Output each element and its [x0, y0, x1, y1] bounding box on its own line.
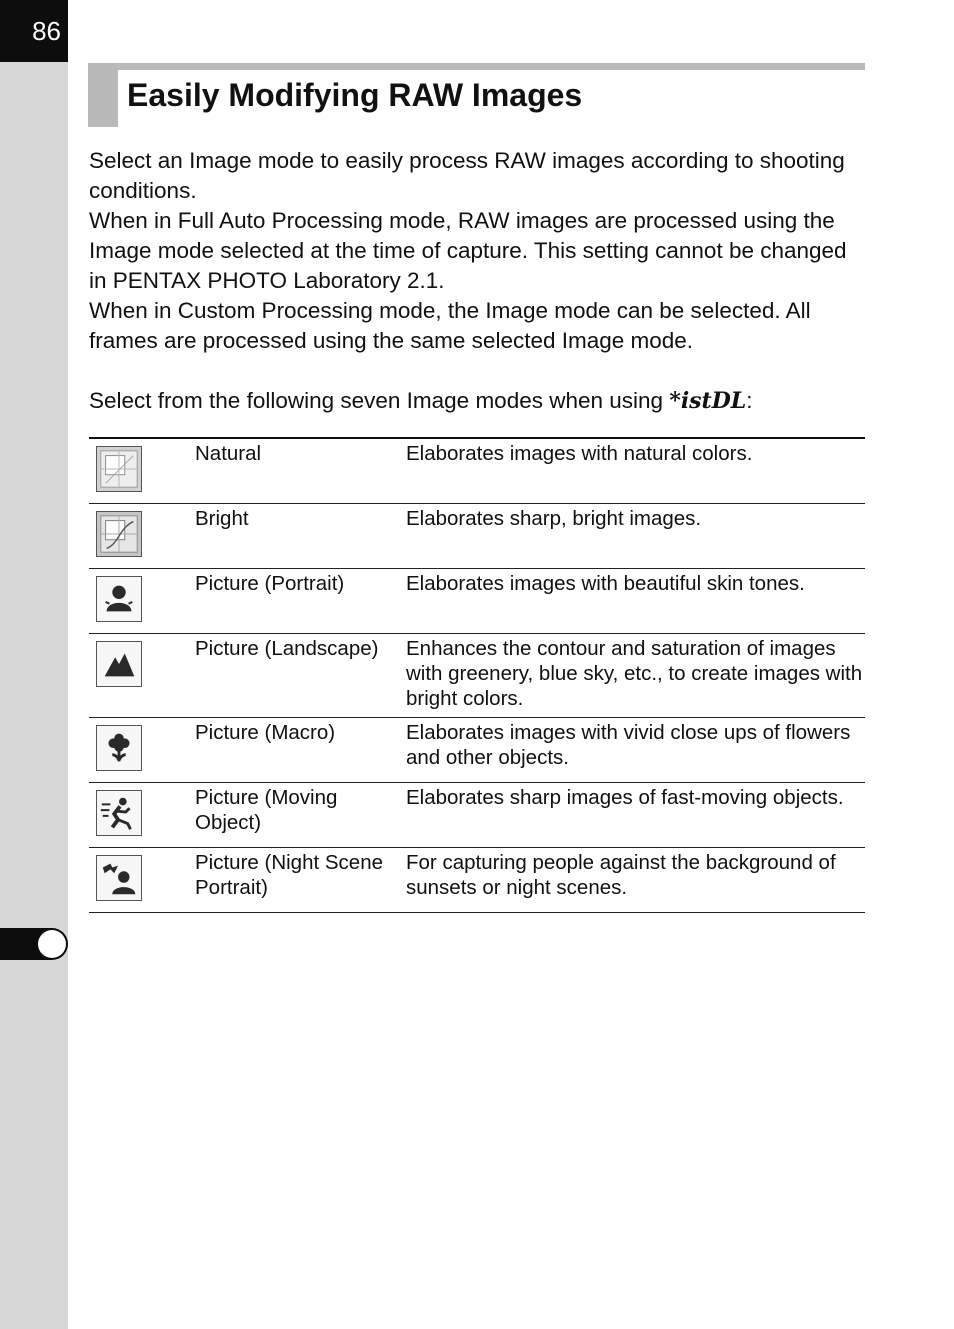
mode-name: Picture (Macro): [195, 717, 406, 782]
page-number: 86: [0, 0, 68, 62]
macro-mode-icon: [96, 725, 142, 771]
mode-description: Enhances the contour and saturation of images with greenery, blue sky, etc., to create images with bright colors.: [406, 633, 865, 717]
page-title: Easily Modifying RAW Images: [127, 77, 583, 113]
table-row: [89, 847, 865, 912]
table-row: [89, 503, 865, 568]
night-scene-portrait-mode-icon: [96, 855, 142, 901]
mode-name: Picture (Landscape): [195, 633, 406, 717]
chapter-tab: [0, 928, 68, 960]
mode-name: Picture (Night Scene Portrait): [195, 847, 406, 912]
chapter-tab-dot: [38, 930, 66, 958]
natural-mode-icon: [96, 446, 142, 492]
intro-suffix: :: [746, 388, 753, 413]
mode-description: Elaborates sharp images of fast-moving objects.: [406, 782, 865, 847]
landscape-mode-icon: [96, 641, 142, 687]
intro-paragraph: When in Custom Processing mode, the Image mode can be selected. All frames are processed using the same selected Image mode.: [89, 298, 811, 353]
bright-mode-icon: [96, 511, 142, 557]
table-row: [89, 568, 865, 633]
table-row: [89, 438, 865, 503]
table-row: [89, 717, 865, 782]
side-strip: [0, 0, 68, 1329]
table-row: [89, 782, 865, 847]
portrait-mode-icon: [96, 576, 142, 622]
mode-name: Picture (Portrait): [195, 568, 406, 633]
mode-description: For capturing people against the background of sunsets or night scenes.: [406, 847, 865, 912]
mode-name: Bright: [195, 503, 406, 568]
table-row: [89, 633, 865, 717]
mode-name: Natural: [195, 438, 406, 503]
intro-paragraph: When in Full Auto Processing mode, RAW images are processed using the Image mode selected at the time of capture. This setting cannot be changed in PENTAX PHOTO Laboratory 2.1.: [89, 208, 847, 293]
intro-paragraph: Select an Image mode to easily process RAW images according to shooting conditions.: [89, 148, 845, 203]
intro-text: [89, 146, 869, 416]
moving-object-mode-icon: [96, 790, 142, 836]
mode-description: Elaborates images with beautiful skin tones.: [406, 568, 865, 633]
mode-description: Elaborates sharp, bright images.: [406, 503, 865, 568]
mode-description: Elaborates images with vivid close ups of flowers and other objects.: [406, 717, 865, 782]
image-modes-table: [89, 437, 865, 913]
mode-description: Elaborates images with natural colors.: [406, 438, 865, 503]
camera-logo: *istDL: [669, 388, 747, 414]
title-block: [88, 70, 118, 127]
intro-paragraph: [89, 386, 869, 416]
intro-prefix: Select from the following seven Image modes when using: [89, 388, 670, 413]
mode-name: Picture (Moving Object): [195, 782, 406, 847]
title-bar: [88, 63, 865, 70]
